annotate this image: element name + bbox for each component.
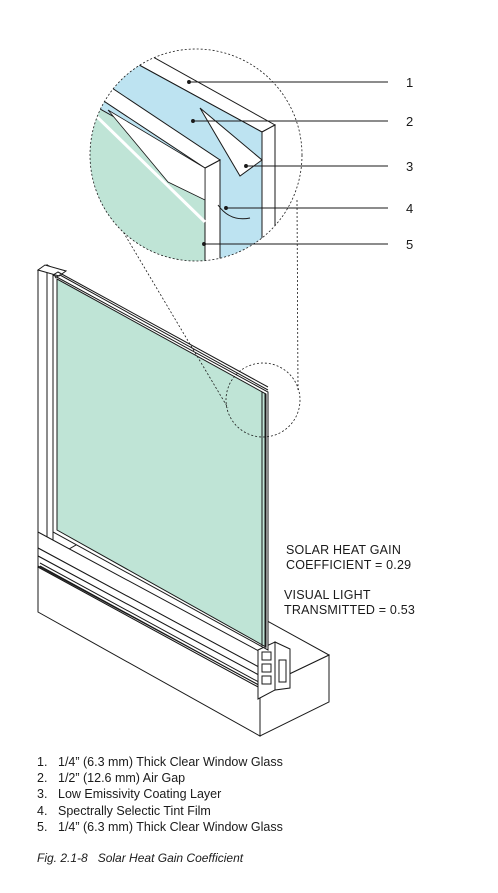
vlt-line-2: TRANSMITTED = 0.53 (284, 603, 416, 617)
legend-number: 3. (37, 787, 48, 802)
callout-5: 5 (406, 237, 414, 252)
figure-number: Fig. 2.1-8 (37, 851, 88, 865)
legend-text: 1/4” (6.3 mm) Thick Clear Window Glass (58, 819, 283, 834)
callout-2: 2 (406, 114, 414, 129)
shgc-stat (286, 543, 411, 573)
callout-1: 1 (406, 75, 414, 90)
legend-text: Low Emissivity Coating Layer (58, 787, 222, 802)
callout-3: 3 (406, 159, 414, 174)
shgc-line-1: SOLAR HEAT GAIN (286, 543, 402, 557)
legend-number: 2. (37, 771, 48, 786)
legend-text: 1/4” (6.3 mm) Thick Clear Window Glass (58, 755, 283, 769)
figure-title: Solar Heat Gain Coefficient (97, 851, 244, 865)
legend-item (37, 819, 283, 835)
legend-item (37, 770, 283, 786)
vlt-line-1: VISUAL LIGHT (284, 588, 371, 602)
shgc-line-2: COEFFICIENT = 0.29 (286, 558, 412, 572)
legend-list (37, 754, 283, 835)
callout-labels (406, 75, 413, 252)
legend-number: 1. (37, 755, 48, 769)
legend-number: 4. (37, 803, 48, 818)
figure-caption (37, 851, 243, 865)
legend-number: 5. (37, 819, 48, 834)
callout-4: 4 (406, 201, 414, 216)
vlt-stat (284, 588, 415, 618)
legend-text: 1/2” (12.6 mm) Air Gap (58, 771, 186, 786)
legend-item (37, 754, 283, 770)
legend-text: Spectrally Selectic Tint Film (58, 803, 211, 818)
legend-item (37, 803, 283, 819)
legend-item (37, 786, 283, 802)
